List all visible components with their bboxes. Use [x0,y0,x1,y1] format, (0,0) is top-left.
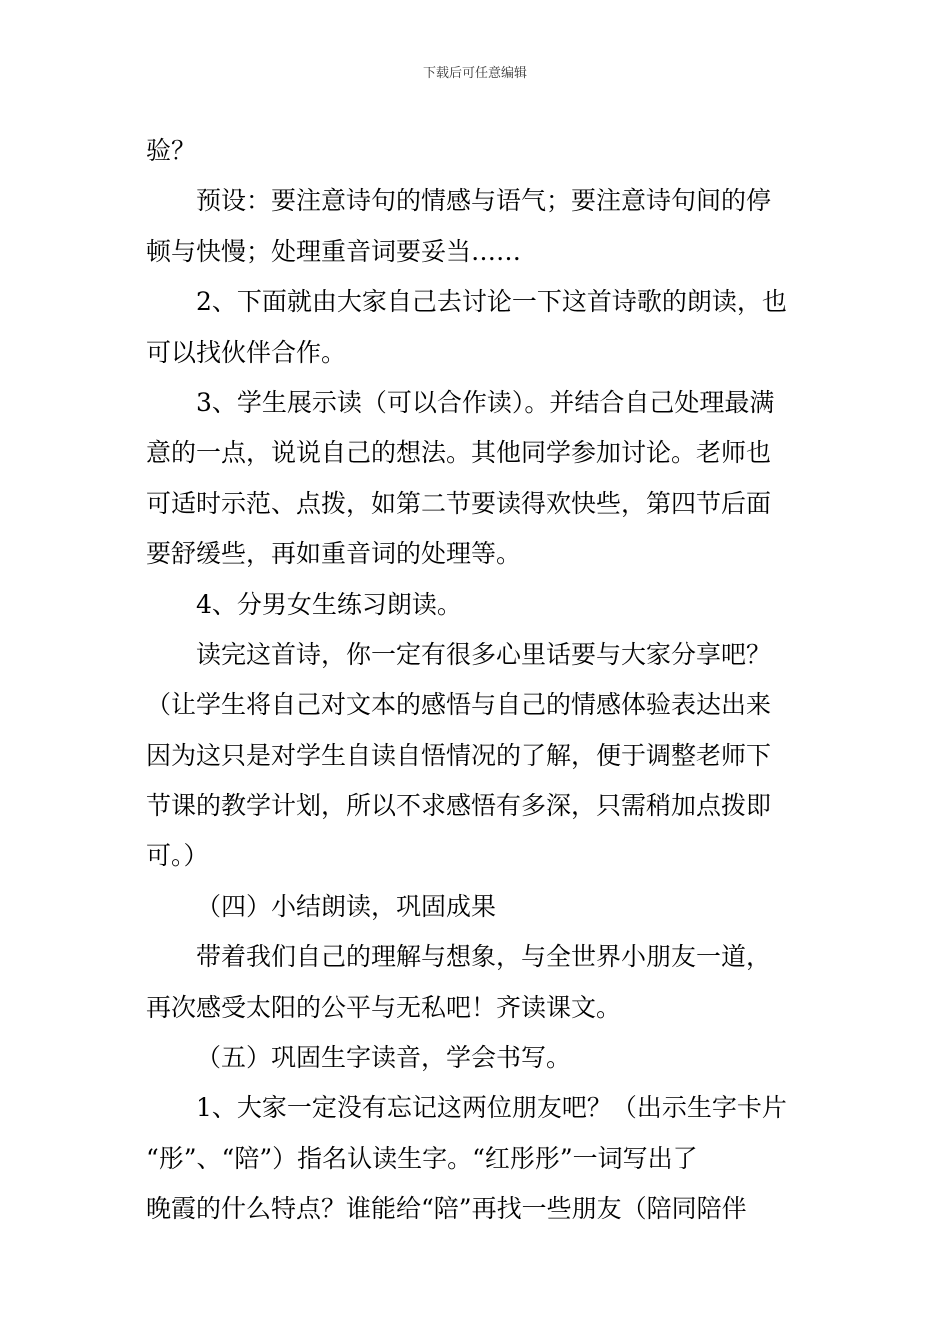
text-line: 验？ [146,136,197,165]
text-line: “彤”、“陪”）指名认读生字。“红彤彤”一词写出了 [146,1143,698,1173]
text-line: 2、下面就由大家自己去讨论一下这首诗歌的朗读，也 [196,287,787,317]
text-line: 意的一点，说说自己的想法。其他同学参加讨论。老师也 [146,438,772,468]
text-line: 可适时示范、点拨，如第二节要读得欢快些，第四节后面 [146,488,772,518]
page-header-note: 下载后可任意编辑 [422,66,527,81]
text-line: 要舒缓些，再如重音词的处理等。 [146,539,522,569]
text-line: （四）小结朗读，巩固成果 [196,891,497,921]
text-line: 带着我们自己的理解与想象，与全世界小朋友一道， [196,942,772,972]
text-line: 4、分男女生练习朗读。 [196,589,462,619]
text-line: （五）巩固生字读音，学会书写。 [196,1043,572,1073]
document-body [146,126,810,1235]
text-line: 预设：要注意诗句的情感与语气；要注意诗句间的停 [196,186,772,216]
text-line: 可以找伙伴合作。 [146,337,347,367]
text-line: 3、学生展示读（可以合作读）。并结合自己处理最满 [196,387,775,417]
text-line: 节课的教学计划，所以不求感悟有多深，只需稍加点拨即 [146,791,772,821]
text-line: 可。） [146,841,209,871]
text-line: 晚霞的什么特点？谁能给“陪”再找一些朋友（陪同陪伴 [146,1194,747,1224]
text-line: 1、大家一定没有忘记这两位朋友吧？（出示生字卡片 [196,1093,787,1123]
text-line: （让学生将自己对文本的感悟与自己的情感体验表达出来 [146,690,772,720]
text-line: 读完这首诗，你一定有很多心里话要与大家分享吧？ [196,639,772,669]
text-line: 顿与快慢；处理重音词要妥当…… [146,236,522,266]
text-line: 因为这只是对学生自读自悟情况的了解，便于调整老师下 [146,740,772,770]
text-line: 再次感受太阳的公平与无私吧！齐读课文。 [146,992,622,1022]
